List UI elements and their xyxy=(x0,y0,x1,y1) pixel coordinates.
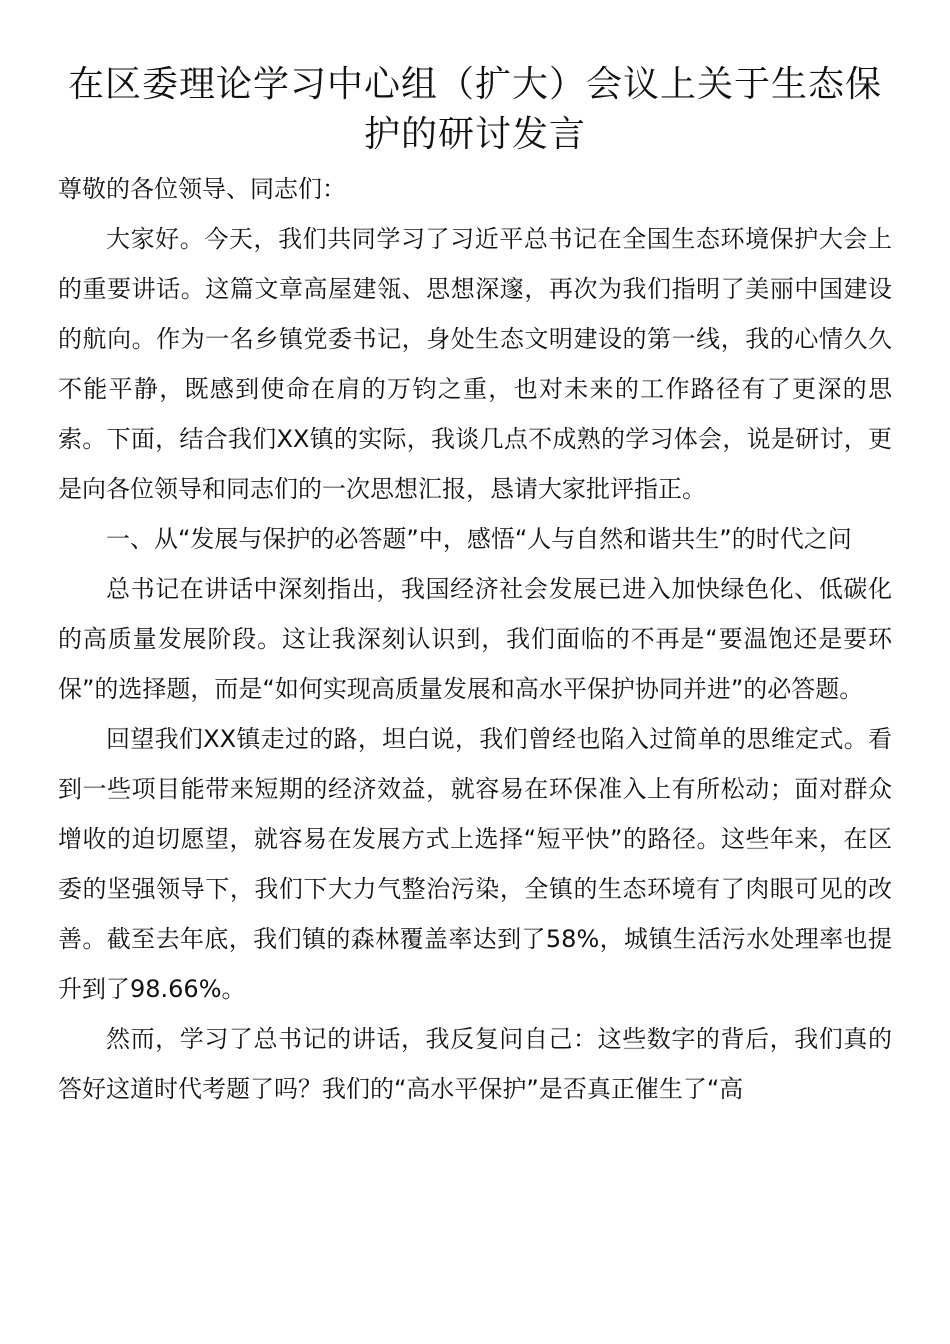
paragraph-body: 然而，学习了总书记的讲话，我反复问自己：这些数字的背后，我们真的答好这道时代考题了吗？我们的“高水平保护”是否真正催生了“高 xyxy=(58,1025,892,1103)
paragraph-body: 回望我们XX镇走过的路，坦白说，我们曾经也陷入过简单的思维定式。看到一些项目能带来短期的经济效益，就容易在环保准入上有所松动；面对群众增收的迫切愿望，就容易在发展方式上选择“短平快”的路径。这些年来，在区委的坚强领导下，我们下大力气整治污染，全镇的生态环境有了肉眼可见的改善。截至去年底，我们镇的森林覆盖率达到了58%，城镇生活污水处理率也提升到了98.66%。 xyxy=(58,725,892,1003)
paragraph-body: 总书记在讲话中深刻指出，我国经济社会发展已进入加快绿色化、低碳化的高质量发展阶段。这让我深刻认识到，我们面临的不再是“要温饱还是要环保”的选择题，而是“如何实现高质量发展和高水平保护协同并进”的必答题。 xyxy=(58,575,892,703)
document-page xyxy=(58,60,892,1114)
paragraph-intro: 大家好。今天，我们共同学习了习近平总书记在全国生态环境保护大会上的重要讲话。这篇文章高屋建瓴、思想深邃，再次为我们指明了美丽中国建设的航向。作为一名乡镇党委书记，身处生态文明建设的第一线，我的心情久久不能平静，既感到使命在肩的万钧之重，也对未来的工作路径有了更深的思索。下面，结合我们XX镇的实际，我谈几点不成熟的学习体会，说是研讨，更是向各位领导和同志们的一次思想汇报，恳请大家批评指正。 xyxy=(58,225,892,503)
document-title: 在区委理论学习中心组（扩大）会议上关于生态保护的研讨发言 xyxy=(67,64,882,155)
salutation: 尊敬的各位领导、同志们： xyxy=(58,175,346,203)
section-heading-1: 一、从“发展与保护的必答题”中，感悟“人与自然和谐共生”的时代之问 xyxy=(106,525,852,553)
